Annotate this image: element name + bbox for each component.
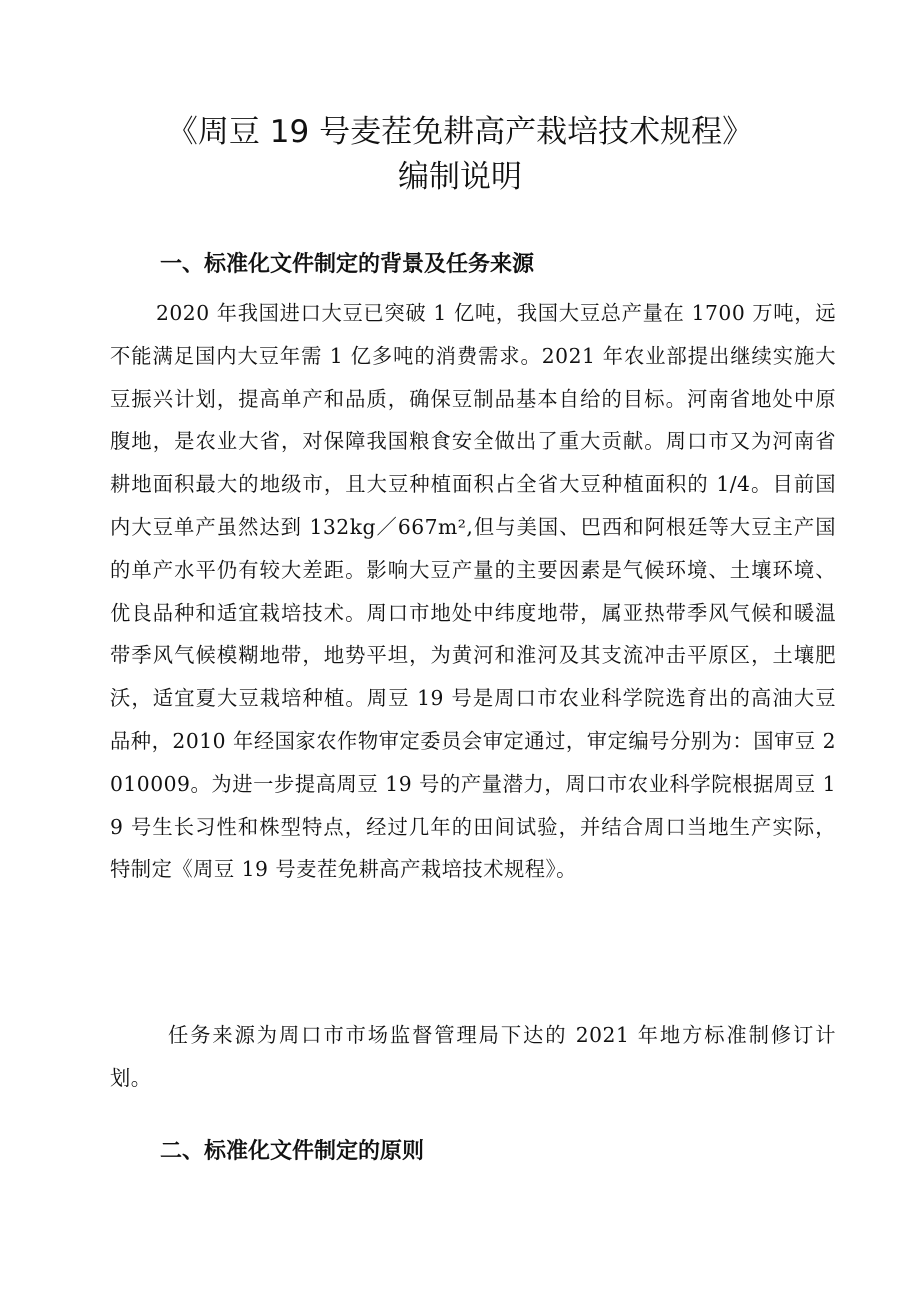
section-heading-background: 一、标准化文件制定的背景及任务来源	[160, 252, 535, 277]
document-title: 《周豆 19 号麦茬免耕高产栽培技术规程》	[166, 114, 754, 150]
document-subtitle: 编制说明	[398, 159, 522, 195]
section-heading-principles: 二、标准化文件制定的原则	[160, 1139, 425, 1164]
task-source-paragraph: 任务来源为周口市市场监督管理局下达的 2021 年地方标准制修订计划。	[110, 1023, 836, 1090]
background-paragraph: 2020 年我国进口大豆已突破 1 亿吨，我国大豆总产量在 1700 万吨，远不能满足国内大豆年需 1 亿多吨的消费需求。2021 年农业部提出继续实施大豆振兴计划，提高单产和品质，确保豆制品基本自给的目标。河南省地处中原腹地，是农业大省，对保障我国粮食安全做出了重大贡献。周口市又为河南省耕地面积最大的地级市，且大豆种植面积占全省大豆种植面积的 1/4。目前国内大豆单产虽然达到 132kg／667m²,但与美国、巴西和阿根廷等大豆主产国的单产水平仍有较大差距。影响大豆产量的主要因素是气候环境、土壤环境、优良品种和适宜栽培技术。周口市地处中纬度地带，属亚热带季风气候和暖温带季风气候模糊地带，地势平坦，为黄河和淮河及其支流冲击平原区，土壤肥沃，适宜夏大豆栽培种植。周豆 19 号是周口市农业科学院选育出的高油大豆品种，2010 年经国家农作物审定委员会审定通过，审定编号分别为：国审豆 2010009。为进一步提高周豆 19 号的产量潜力，周口市农业科学院根据周豆 19 号生长习性和株型特点，经过几年的田间试验，并结合周口当地生产实际，特制定《周豆 19 号麦茬免耕高产栽培技术规程》。	[110, 301, 836, 882]
